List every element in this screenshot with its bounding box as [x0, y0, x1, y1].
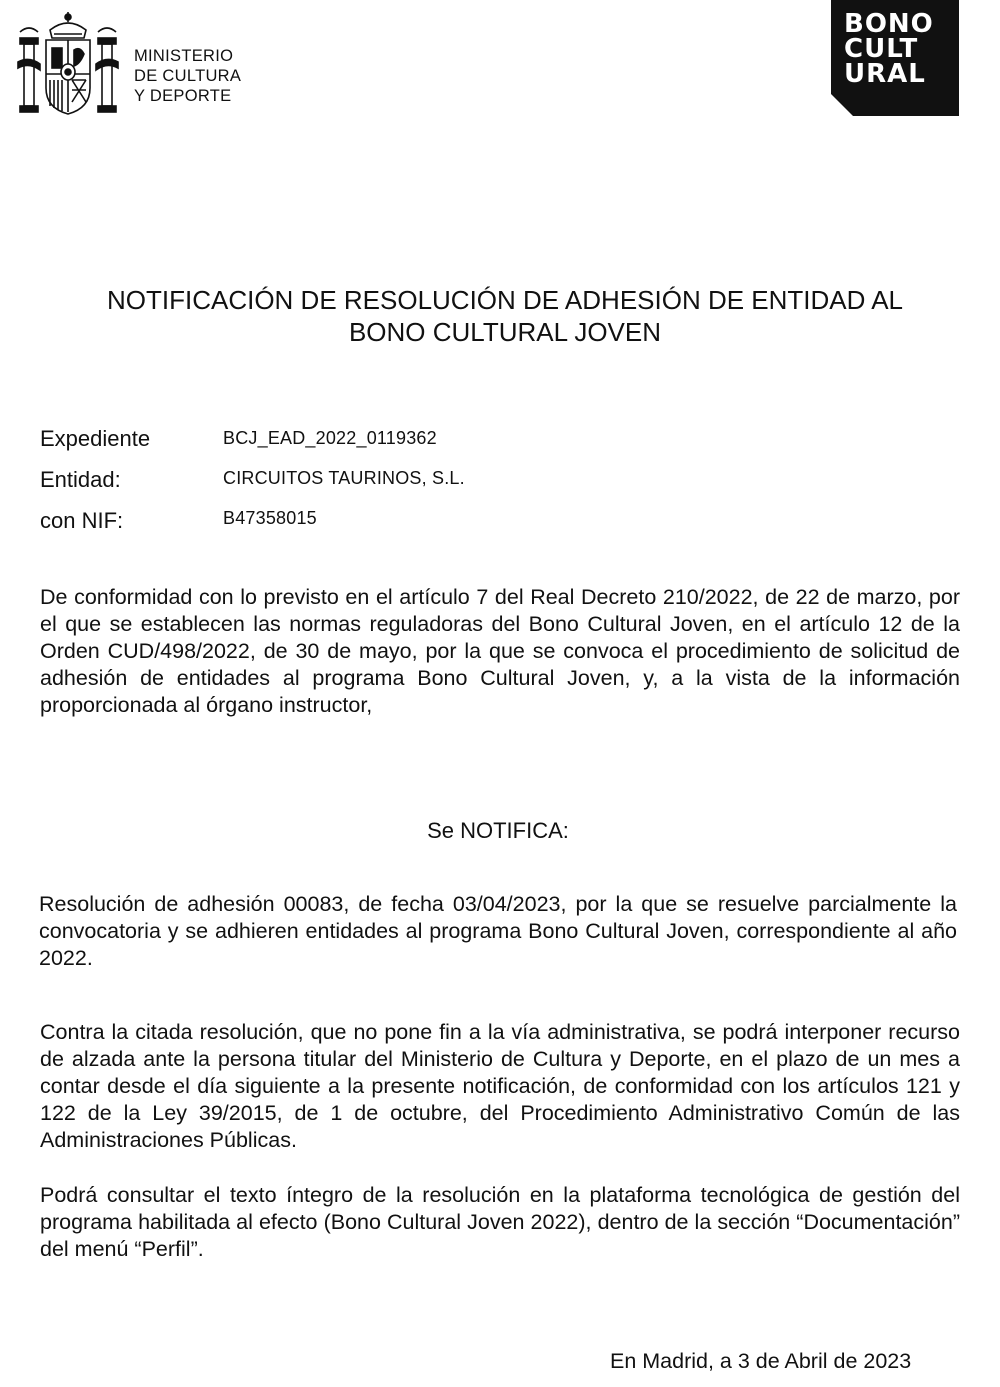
bono-cultural-logo-text: [844, 9, 934, 89]
ministry-line: DE CULTURA: [134, 67, 242, 85]
bono-logo-line: CULT: [844, 34, 919, 64]
spain-coat-of-arms-icon: [16, 10, 120, 118]
nif-label: con NIF:: [40, 508, 124, 533]
bono-logo-line: URAL: [844, 59, 926, 89]
entidad-value: CIRCUITOS TAURINOS, S.L.: [223, 468, 465, 488]
entidad-label: Entidad:: [40, 467, 121, 492]
expediente-label: Expediente: [40, 426, 151, 451]
appeal-paragraph: Contra la citada resolución, que no pone fin a la vía administrativa, se podrá interponer recurso de alzada ante la persona titular del Ministerio de Cultura y Deporte, en el plazo de un mes a contar desde el día siguiente a la presente notificación, de conformidad con los artículos 121 y 122 de la Ley 39/2015, de 1 de octubre, del Procedimiento Administrativo Común de las Administraciones Públicas.: [40, 1020, 960, 1152]
document-title: [0, 284, 1000, 348]
place-date: En Madrid, a 3 de Abril de 2023: [610, 1349, 912, 1373]
ministry-line: MINISTERIO: [134, 47, 234, 65]
title-line-2: BONO CULTURAL JOVEN: [348, 317, 662, 347]
consultation-paragraph: Podrá consultar el texto íntegro de la resolución en la plataforma tecnológica de gestión del programa habilitada al efecto (Bono Cultural Joven 2022), dentro de la sección “Documentación” del menú “Perfil”.: [40, 1183, 960, 1261]
nif-value: B47358015: [223, 508, 317, 528]
expediente-value: BCJ_EAD_2022_0119362: [223, 428, 437, 448]
ministry-line: Y DEPORTE: [134, 87, 232, 105]
ministry-name: [134, 46, 241, 106]
title-line-1: NOTIFICACIÓN DE RESOLUCIÓN DE ADHESIÓN DE ENTIDAD AL: [106, 285, 904, 315]
bono-logo-line: BONO: [844, 9, 934, 39]
resolution-paragraph: Resolución de adhesión 00083, de fecha 03/04/2023, por la que se resuelve parcialmente la convocatoria y se adhieren entidades al programa Bono Cultural Joven, correspondiente al año 2022.: [39, 892, 957, 970]
notifica-heading: Se NOTIFICA:: [427, 818, 569, 843]
intro-paragraph: De conformidad con lo previsto en el artículo 7 del Real Decreto 210/2022, de 22 de marzo, por el que se establecen las normas reguladoras del Bono Cultural Joven, en el artículo 12 de la Orden CUD/498/2022, de 30 de mayo, por la que se convoca el procedimiento de solicitud de adhesión de entidades al programa Bono Cultural Joven, y, a la vista de la información proporcionada al órgano instructor,: [40, 585, 960, 717]
